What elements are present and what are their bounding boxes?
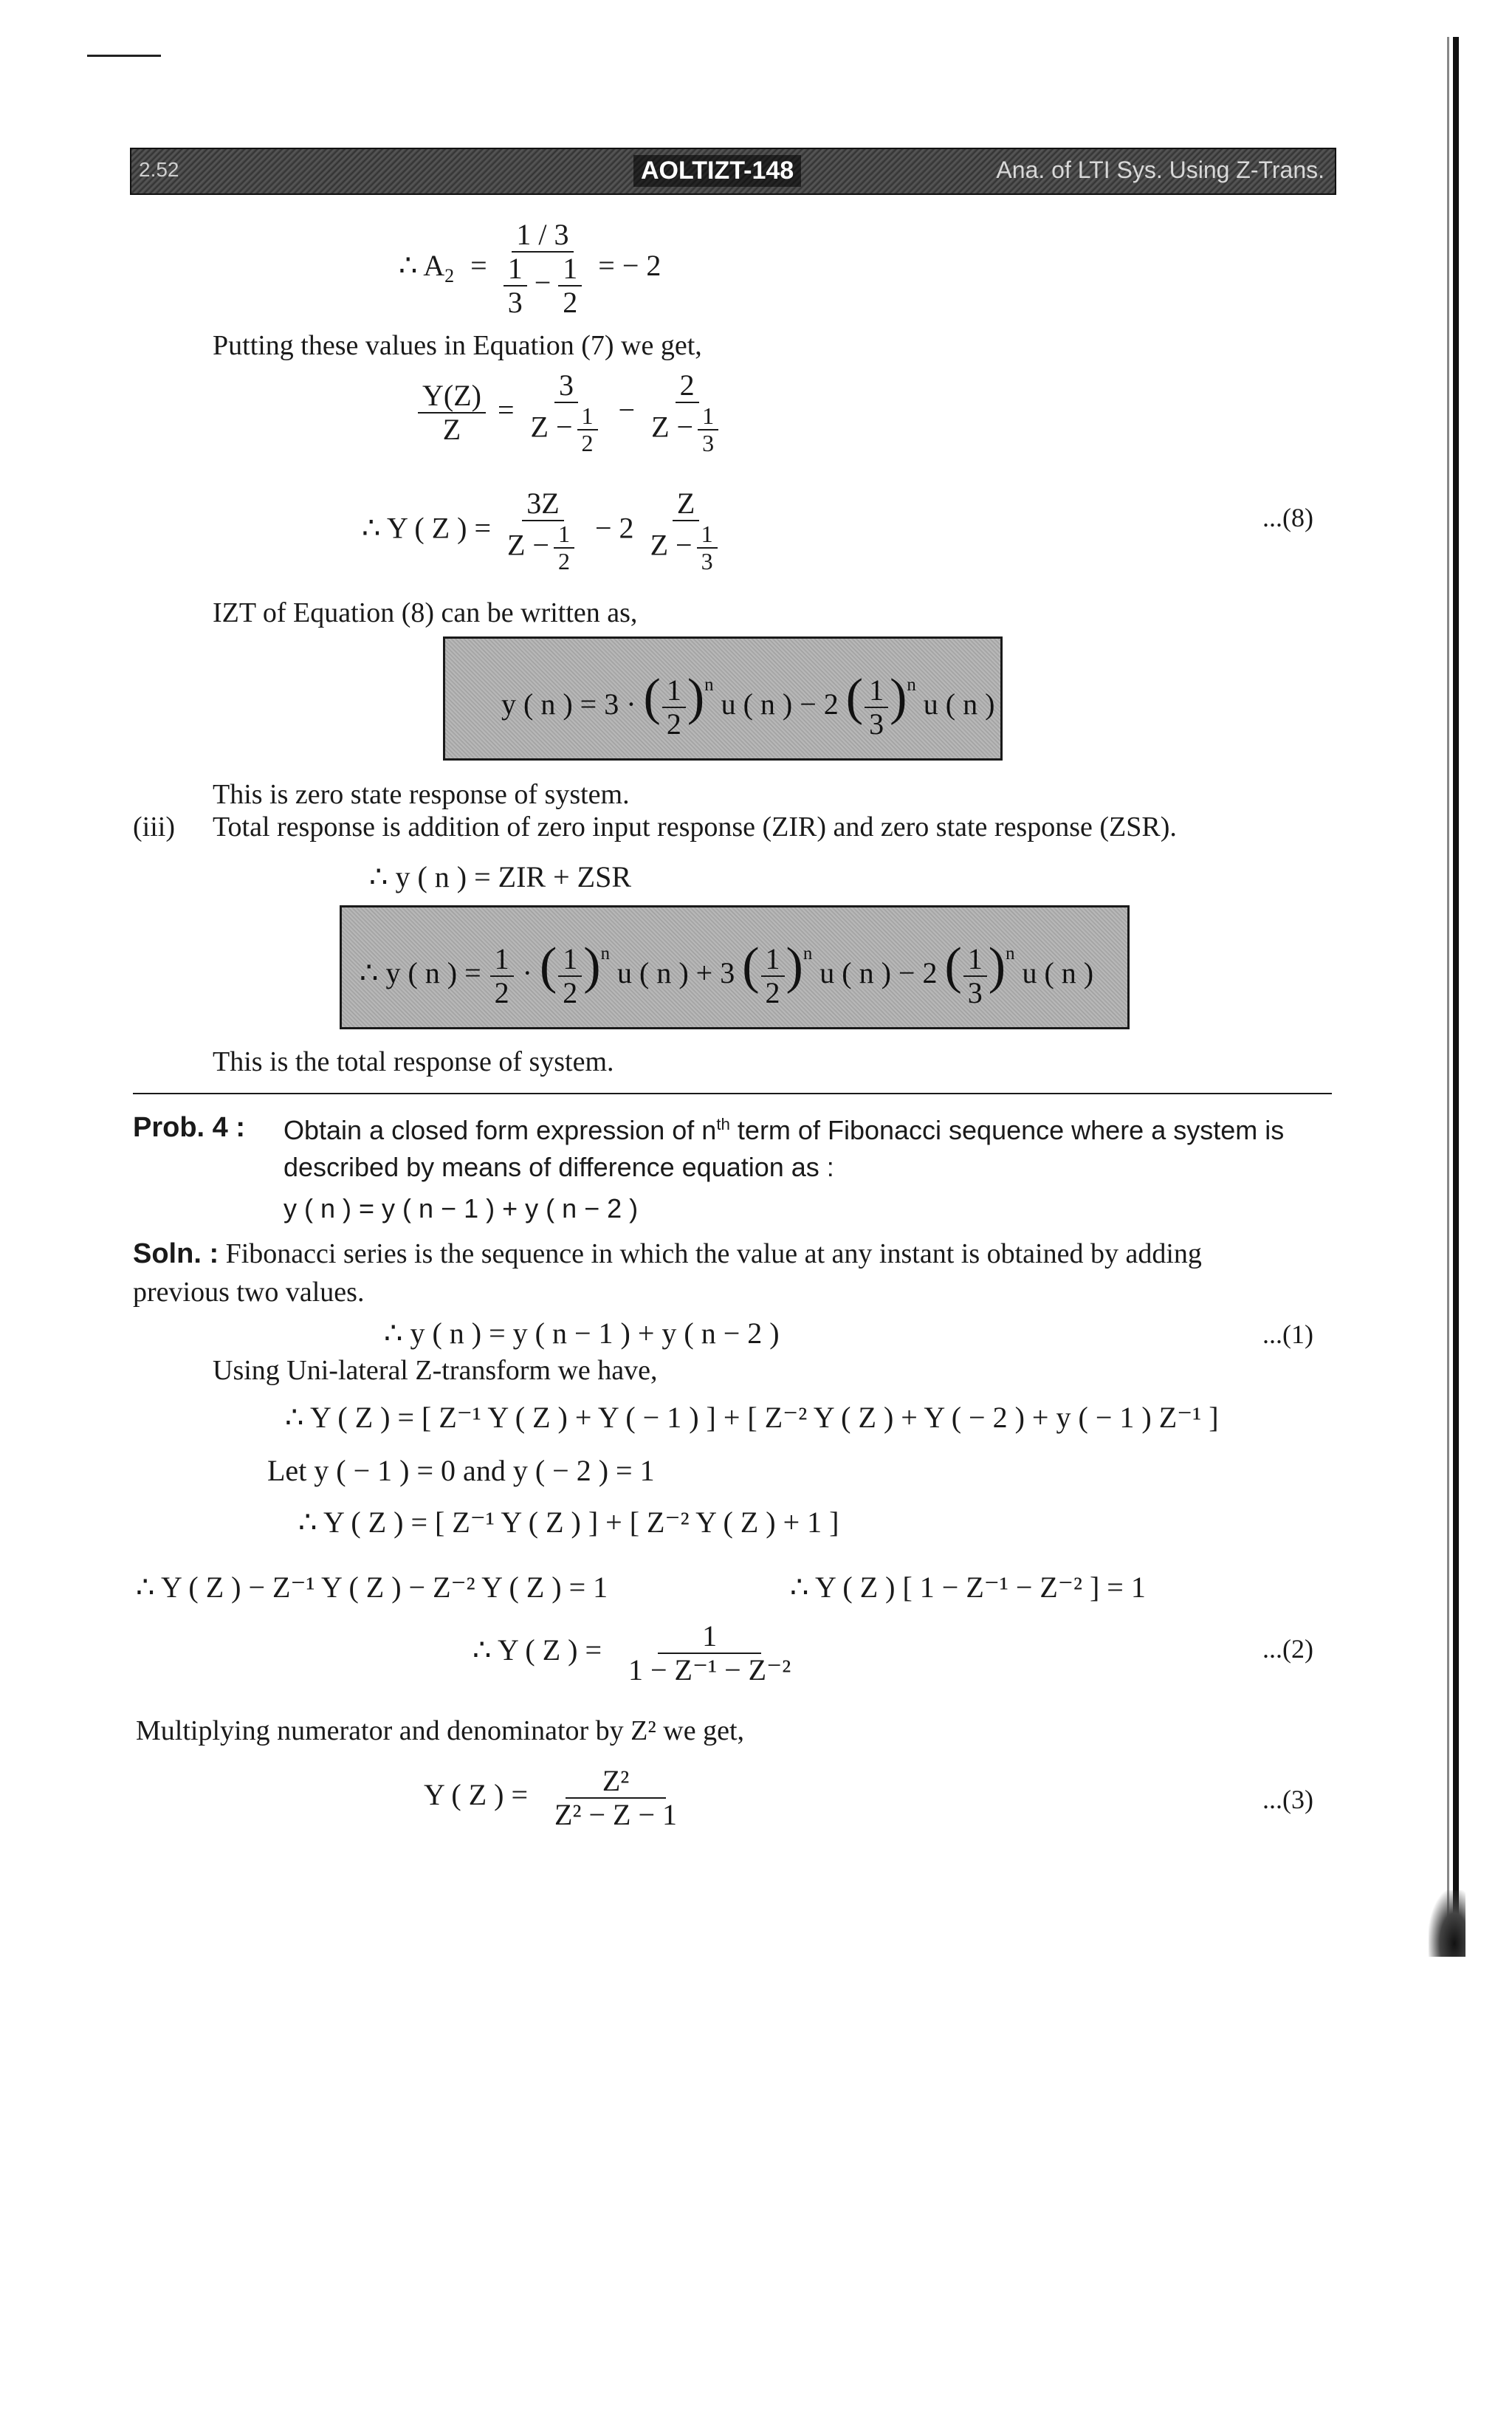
page-edge-shadow <box>1447 37 1449 1920</box>
equation-8: ∴ Y ( Z ) = 3Z Z − $\frac{1}{2}$ − 2 Z Z − $\frac{1}{3}$ <box>362 487 731 574</box>
z-transform-rearranged: ∴ Y ( Z ) − Z⁻¹ Y ( Z ) − Z⁻² Y ( Z ) = 1 <box>136 1571 608 1604</box>
putting-text: Putting these values in Equation (7) we get, <box>213 330 702 361</box>
equation-number-1: ...(1) <box>1262 1320 1313 1349</box>
izt-text: IZT of Equation (8) can be written as, <box>213 597 638 628</box>
page-number: 2.52 <box>139 158 179 181</box>
total-text: This is the total response of system. <box>213 1046 614 1077</box>
problem-equation: y ( n ) = y ( n − 1 ) + y ( n − 2 ) <box>284 1193 639 1224</box>
total-response-equation: ∴ y ( n ) = ZIR + ZSR <box>369 860 631 893</box>
solution-line-2: previous two values. <box>133 1277 365 1308</box>
uni-lateral-text: Using Uni-lateral Z-transform we have, <box>213 1355 658 1386</box>
equation-3: Y ( Z ) = $\frac{\text{Z²}}{\text{Z² − Z − 1}}$ <box>424 1764 678 1831</box>
problem-label: Prob. 4 : <box>133 1112 246 1143</box>
equation-1: ∴ y ( n ) = y ( n − 1 ) + y ( n − 2 ) <box>384 1317 780 1350</box>
scan-blot <box>1429 1890 1465 1957</box>
section-divider <box>133 1093 1332 1094</box>
z-transform-equation: ∴ Y ( Z ) = [ Z⁻¹ Y ( Z ) + Y ( − 1 ) ] + [ Z⁻² Y ( Z ) + Y ( − 2 ) + y ( − 1 ) Z⁻¹ ] <box>285 1401 1219 1434</box>
solution-line-1: Soln. : Fibonacci series is the sequence in which the value at any instant is obtained by adding <box>133 1238 1202 1269</box>
zsr-result-box: y ( n ) = 3 · ( $\frac{1}{2}$ )$^n$ u ( n ) − 2 ( $\frac{1}{3}$ )$^n$ u ( n ) <box>443 636 1003 761</box>
page-edge <box>1453 37 1459 1920</box>
z-transform-factored: ∴ Y ( Z ) [ 1 − Z⁻¹ − Z⁻² ] = 1 <box>790 1571 1146 1604</box>
initial-conditions: Let y ( − 1 ) = 0 and y ( − 2 ) = 1 <box>267 1454 655 1487</box>
item-iii-text: Total response is addition of zero input response (ZIR) and zero state response (ZSR). <box>213 811 1177 843</box>
running-header <box>130 148 1336 195</box>
problem-line-2: described by means of difference equation as : <box>284 1152 834 1182</box>
a2-equation: ∴ $A_2$ = 1 / 3 $\frac{1}{3}$ − $\frac{1}{2}$ = − 2 <box>399 218 662 319</box>
z-transform-simplified: ∴ Y ( Z ) = [ Z⁻¹ Y ( Z ) ] + [ Z⁻² Y ( Z ) + 1 ] <box>298 1506 839 1539</box>
scan-mark <box>87 55 161 57</box>
equation-number-3: ...(3) <box>1262 1785 1313 1814</box>
zsr-text: This is zero state response of system. <box>213 779 630 810</box>
equation-2: ∴ Y ( Z ) = $\frac{1}{\text{1 − Z⁻¹ − Z⁻²}}$ <box>472 1619 791 1686</box>
header-code: AOLTIZT-148 <box>633 155 801 187</box>
total-response-box: ∴ y ( n ) = $\frac{1}{2}$ · ( $\frac{1}{2}$ )$^n$ u ( n ) + 3 ( $\frac{1}{2}$ )$^n$ u ( n ) − 2 ( $\frac{1}{3}$ )$^n$ u ( n ) <box>340 905 1130 1029</box>
multiplying-text: Multiplying numerator and denominator by Z² we get, <box>136 1715 744 1746</box>
equation-number-2: ...(2) <box>1262 1634 1313 1664</box>
partial-fraction-equation: $\frac{Y(Z)}{Z}$ = 3 Z − $\frac{1}{2}$ − 2 Z − $\frac{1}{3}$ <box>413 369 732 456</box>
item-iii-label: (iii) <box>133 811 175 843</box>
problem-line-1: Obtain a closed form expression of $n^{th}$ term of Fibonacci sequence where a system is <box>284 1115 1285 1145</box>
equation-number-8: ...(8) <box>1262 503 1313 532</box>
header-topic: Ana. of LTI Sys. Using Z-Trans. <box>996 157 1324 183</box>
